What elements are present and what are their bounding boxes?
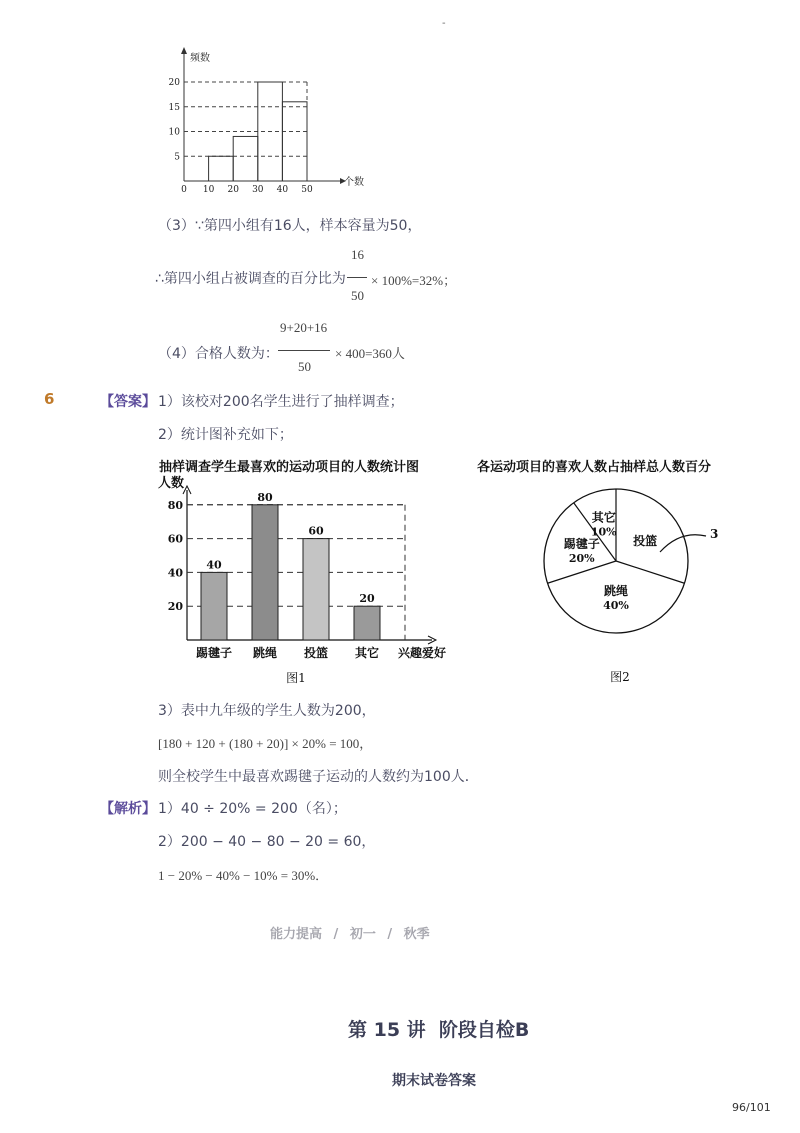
histogram-bar bbox=[282, 102, 307, 181]
x-category-label: 踢毽子 bbox=[195, 646, 233, 660]
breadcrumb-item: 能力提高 bbox=[270, 927, 323, 942]
pie-slice-label: 跳绳 bbox=[603, 584, 629, 598]
pie-slice-label: 其它 bbox=[591, 510, 616, 525]
part4-frac-num: 9+20+16 bbox=[280, 320, 328, 335]
x-tick-label: 30 bbox=[252, 185, 264, 195]
chart-caption: 图1 bbox=[286, 671, 306, 685]
breadcrumb-item: 初一 bbox=[349, 927, 376, 942]
y-tick-label: 20 bbox=[168, 78, 180, 88]
bar-value-label: 40 bbox=[206, 558, 222, 572]
part3-frac-num: 16 bbox=[351, 247, 364, 262]
page-number: 96/101 bbox=[732, 1101, 771, 1114]
part3-line2-suffix: × 100%=32%； bbox=[371, 273, 457, 288]
x-tick-label: 10 bbox=[202, 185, 215, 195]
pie-chart bbox=[520, 490, 800, 690]
section-subtitle: 期末试卷答案 bbox=[392, 1073, 476, 1089]
analysis-step-1: 1）40 ÷ 20% = 200（名）； bbox=[158, 801, 347, 817]
y-tick-label: 40 bbox=[167, 566, 183, 580]
y-axis-label: 人数 bbox=[158, 476, 185, 491]
chart-caption: 图2 bbox=[610, 670, 630, 684]
pie-chart-title: 各运动项目的喜欢人数占抽样总人数百分 bbox=[477, 460, 712, 475]
analysis-tag: 【解析】 bbox=[100, 801, 156, 817]
part3-line2-prefix: ∴第四小组占被调查的百分比为 bbox=[155, 271, 346, 287]
pie-slice-label: 投篮 bbox=[633, 533, 658, 548]
y-axis-label: 频数 bbox=[190, 53, 210, 64]
analysis-step-2: 2）200 − 40 − 80 − 20 = 60， bbox=[158, 834, 376, 850]
y-tick-label: 80 bbox=[167, 498, 183, 512]
pie-slice-label: 踢毽子 bbox=[563, 536, 600, 551]
answer-line-1: 1）该校对200名学生进行了抽样调查； bbox=[158, 394, 404, 410]
part4-prefix: （4）合格人数为： bbox=[158, 346, 279, 362]
bar bbox=[201, 572, 227, 640]
part4-frac-bar bbox=[278, 350, 330, 351]
breadcrumb-item: 秋季 bbox=[403, 927, 430, 942]
breadcrumb bbox=[270, 923, 430, 942]
answer-line-3: 3）表中九年级的学生人数为200， bbox=[158, 703, 376, 719]
part3-frac-den: 50 bbox=[351, 288, 364, 303]
pie-slice-percent: 10% bbox=[590, 525, 617, 539]
y-tick-label: 15 bbox=[168, 102, 180, 113]
pie-slice-percent: 40% bbox=[603, 599, 629, 612]
breadcrumb-separator: / bbox=[333, 927, 339, 942]
part3-frac-bar bbox=[347, 277, 367, 278]
answer-formula: [180 + 120 + (180 + 20)] × 20% = 100， bbox=[158, 736, 373, 751]
bar bbox=[354, 606, 380, 640]
answer-line-2: 2）统计图补充如下； bbox=[158, 427, 293, 443]
bar-value-label: 80 bbox=[257, 490, 273, 504]
x-category-label: 跳绳 bbox=[252, 646, 278, 660]
x-category-label: 投篮 bbox=[303, 646, 329, 660]
y-tick-label: 20 bbox=[167, 600, 183, 614]
pie-slice-percent: 20% bbox=[568, 551, 595, 565]
histogram-chart bbox=[160, 44, 364, 195]
bar-value-label: 20 bbox=[359, 592, 375, 606]
pie-callout-label: 3 bbox=[710, 527, 719, 541]
answer-conclusion: 则全校学生中最喜欢踢毽子运动的人数约为100人． bbox=[158, 769, 479, 785]
x-tick-label: 50 bbox=[301, 185, 313, 195]
top-mark: - bbox=[442, 18, 446, 29]
y-axis-arrow bbox=[181, 47, 187, 54]
breadcrumb-separator: / bbox=[387, 927, 393, 942]
part3-line1: （3）∵第四小组有16人，样本容量为50， bbox=[158, 218, 422, 234]
histogram-bar bbox=[209, 156, 234, 181]
histogram-bar bbox=[233, 136, 258, 181]
part4-suffix: × 400=360人 bbox=[335, 346, 405, 361]
lecture-title: 第 15 讲 阶段自检B bbox=[348, 1019, 530, 1041]
analysis-step-3: 1 − 20% − 40% − 10% = 30%． bbox=[158, 868, 329, 883]
bar bbox=[252, 505, 278, 640]
x-axis-label: 个数 bbox=[344, 177, 364, 188]
answer-tag: 【答案】 bbox=[100, 394, 156, 410]
y-tick-label: 60 bbox=[167, 532, 183, 546]
x-tick-label: 20 bbox=[227, 185, 239, 195]
bar-value-label: 60 bbox=[308, 524, 324, 538]
x-axis-label: 兴趣爱好 bbox=[398, 646, 447, 660]
x-tick-label: 0 bbox=[181, 185, 187, 195]
x-category-label: 其它 bbox=[354, 646, 380, 660]
bar bbox=[303, 539, 329, 640]
bar-chart bbox=[150, 470, 460, 692]
y-tick-label: 5 bbox=[174, 152, 180, 163]
part4-frac-den: 50 bbox=[298, 359, 311, 374]
question-number: 6 bbox=[44, 390, 55, 408]
y-tick-label: 10 bbox=[168, 127, 180, 138]
x-tick-label: 40 bbox=[276, 185, 289, 195]
bar-chart-title: 抽样调查学生最喜欢的运动项目的人数统计图 bbox=[159, 460, 420, 475]
